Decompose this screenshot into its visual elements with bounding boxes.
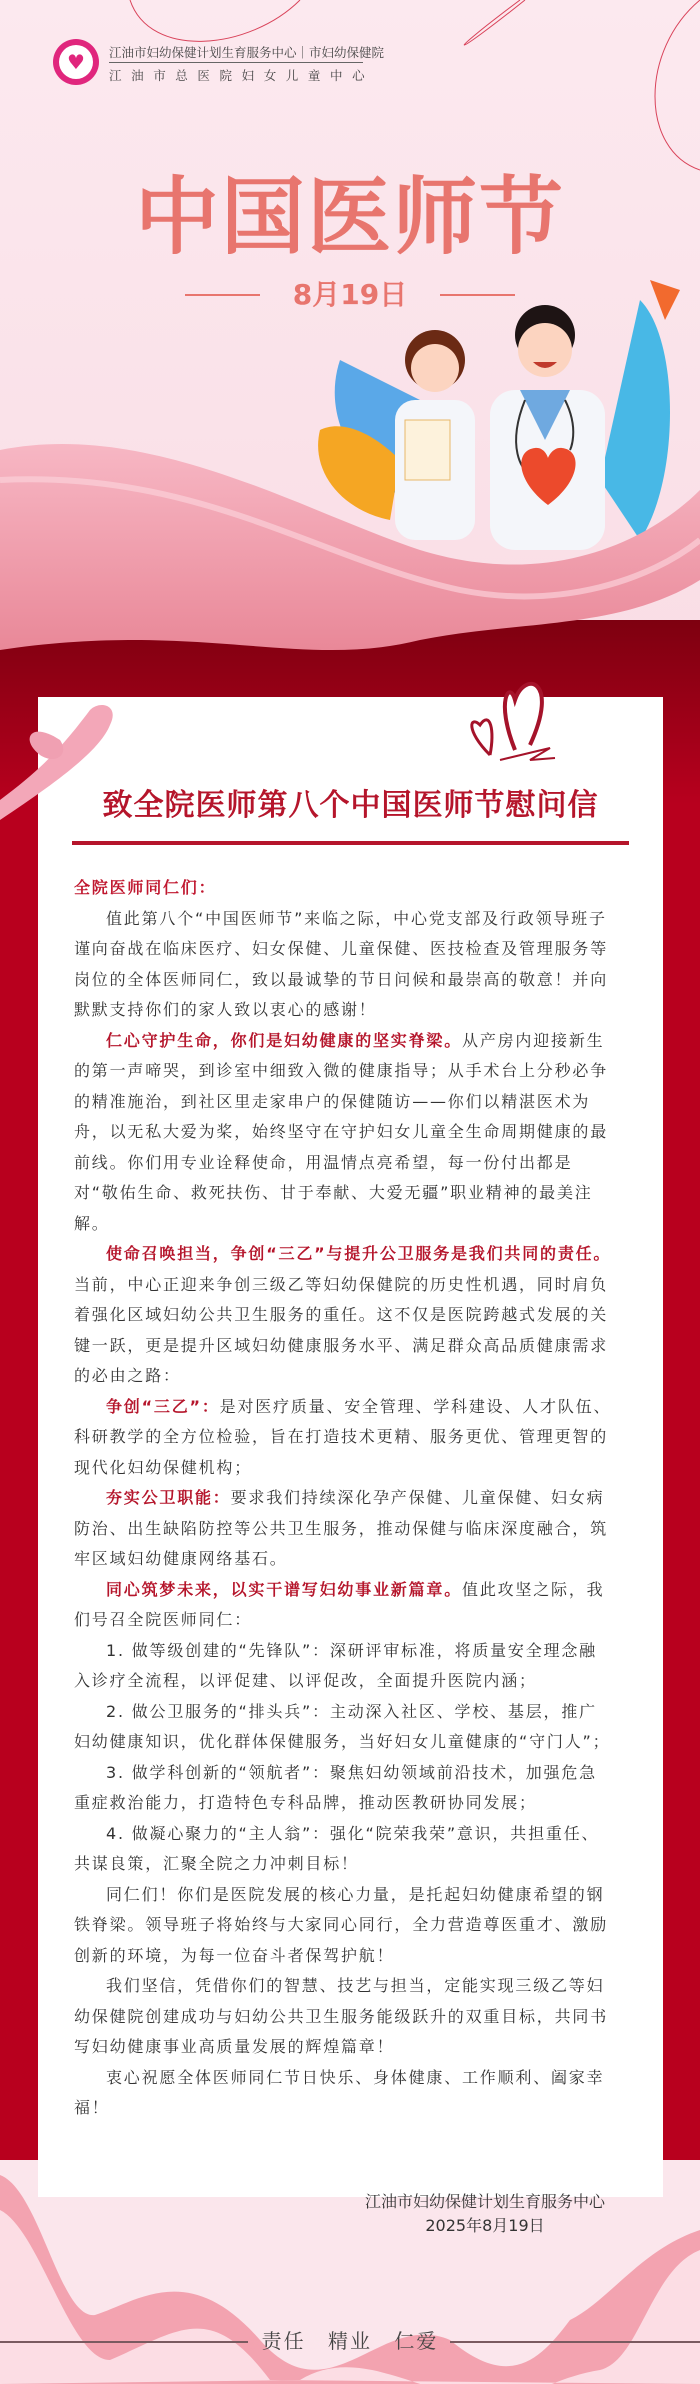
paragraph-lead: 夯实公卫职能：: [106, 1488, 231, 1507]
letter-paragraph: [74, 1819, 614, 1880]
letter-paragraph: [74, 1636, 614, 1697]
paragraph-text: 从产房内迎接新生的第一声啼哭，到诊室中细致入微的健康指导；从手术台上分秒必争的精准施治，到社区里走家串户的保健随访——你们以精湛医术为舟，以无私大爱为桨，始终坚守在守护妇女儿童全生命周期健康的最前线。你们用专业诠释使命，用温情点亮希望，每一份付出都是对“敬佑生命、救死扶伤、甘于奉献、大爱无疆”职业精神的最美注解。: [74, 1030, 609, 1233]
paragraph-text: 同仁们！你们是医院发展的核心力量，是托起妇幼健康希望的钢铁脊梁。领导班子将始终与大家同心同行，全力营造尊医重才、激励创新的环境，为每一位奋斗者保驾护航！: [74, 1884, 609, 1965]
paragraph-text: 要求我们持续深化孕产保健、儿童保健、妇女病防治、出生缺陷防控等公共卫生服务，推动保健与临床深度融合，筑牢区域妇幼健康网络基石。: [74, 1488, 609, 1568]
paragraph-lead: 同心筑梦未来，以实干谱写妇幼事业新篇章。: [106, 1579, 463, 1599]
letter-paragraph: [74, 1971, 614, 2063]
hero-date: 8月19日: [292, 278, 408, 311]
letter-greeting: 全院医师同仁们：: [74, 878, 217, 897]
letter-paragraphs: [74, 904, 614, 2124]
signature: [360, 2190, 610, 2238]
letter-paragraph: [74, 1483, 614, 1575]
signature-org: 江油市妇幼保健计划生育服务中心: [364, 2191, 605, 2211]
paragraph-text: 3. 做学科创新的“领航者”：聚焦妇幼领域前沿技术，加强危急重症救治能力，打造特色专科品牌，推动医教研协同发展；: [74, 1762, 597, 1812]
paragraph-text: 当前，中心正迎来争创三级乙等妇幼保健院的历史性机遇，同时肩负着强化区域妇幼公共卫生服务的重任。这不仅是医院跨越式发展的关键一跃，更是提升区域妇幼健康服务水平、满足群众高品质健康需求的必由之路：: [74, 1274, 609, 1385]
org-divider: [109, 62, 363, 63]
paragraph-text: 4. 做凝心聚力的“主人翁”：强化“院荣我荣”意识，共担重任、共谋良策，汇聚全院之力冲刺目标！: [74, 1823, 600, 1873]
letter-paragraph: [74, 1575, 614, 1636]
paragraph-text: 我们坚信，凭借你们的智慧、技艺与担当，定能实现三级乙等妇幼保健院创建成功与妇幼公共卫生服务能级跃升的双重目标，共同书写妇幼健康事业高质量发展的辉煌篇章！: [74, 1976, 609, 2056]
paragraph-text: 2. 做公卫服务的“排头兵”：主动深入社区、学校、基层，推广妇幼健康知识，优化群体保健服务，当好妇女儿童健康的“守门人”；: [74, 1701, 611, 1751]
motto-line-right: [450, 2341, 700, 2343]
letter-body: [74, 873, 614, 2124]
hearts-doodle-icon: [455, 660, 595, 770]
pink-silk-ribbon: [0, 420, 700, 710]
hero-title: 中国医师节: [134, 168, 565, 266]
org-name-line1: 江油市妇幼保健计划生育服务中心｜市妇幼保健院: [109, 45, 385, 60]
org-name-line2: 江油市总医院妇女儿童中心: [109, 68, 375, 83]
letter-paragraph: [74, 1239, 614, 1392]
paragraph-lead: 争创“三乙”：: [106, 1396, 220, 1416]
paragraph-lead: 仁心守护生命，你们是妇幼健康的坚实脊梁。: [106, 1030, 463, 1050]
heart-logo-icon: ♥: [53, 39, 99, 85]
letter-paragraph: [74, 1880, 614, 1972]
letter-paragraph: [74, 1758, 614, 1819]
title-divider: [72, 841, 629, 845]
letter-paragraph: [74, 904, 614, 1026]
paragraph-text: 值此第八个“中国医师节”来临之际，中心党支部及行政领导班子谨向奋战在临床医疗、妇女保健、儿童保健、医技检查及管理服务等岗位的全体医师同仁，致以最诚挚的节日问候和最崇高的敬意！并向默默支持你们的家人致以衷心的感谢！: [74, 908, 609, 1019]
paragraph-text: 值此攻坚之际，我们号召全院医师同仁：: [74, 1579, 605, 1629]
letter-content: [74, 873, 614, 2238]
paragraph-text: 衷心祝愿全体医师同仁节日快乐、身体健康、工作顺利、阖家幸福！: [74, 2067, 605, 2117]
footer-motto: 责任 精业 仁爱: [261, 2329, 439, 2353]
letter-paragraph: [74, 1697, 614, 1758]
letter-paragraph: [74, 2063, 614, 2124]
letter-title: 致全院医师第八个中国医师节慰问信: [102, 788, 599, 823]
paragraph-lead: 使命召唤担当，争创“三乙”与提升公卫服务是我们共同的责任。: [106, 1244, 612, 1263]
letter-paragraph: [74, 1392, 614, 1484]
letter-paragraph: [74, 1026, 614, 1240]
signature-date: 2025年8月19日: [425, 2215, 545, 2235]
paragraph-text: 是对医疗质量、安全管理、学科建设、人才队伍、科研教学的全方位检验，旨在打造技术更精、服务更优、管理更智的现代化妇幼保健机构；: [74, 1396, 612, 1477]
paragraph-text: 1. 做等级创建的“先锋队”：深研评审标准，将质量安全理念融入诊疗全流程，以评促建、以评促改，全面提升医院内涵；: [74, 1640, 597, 1690]
